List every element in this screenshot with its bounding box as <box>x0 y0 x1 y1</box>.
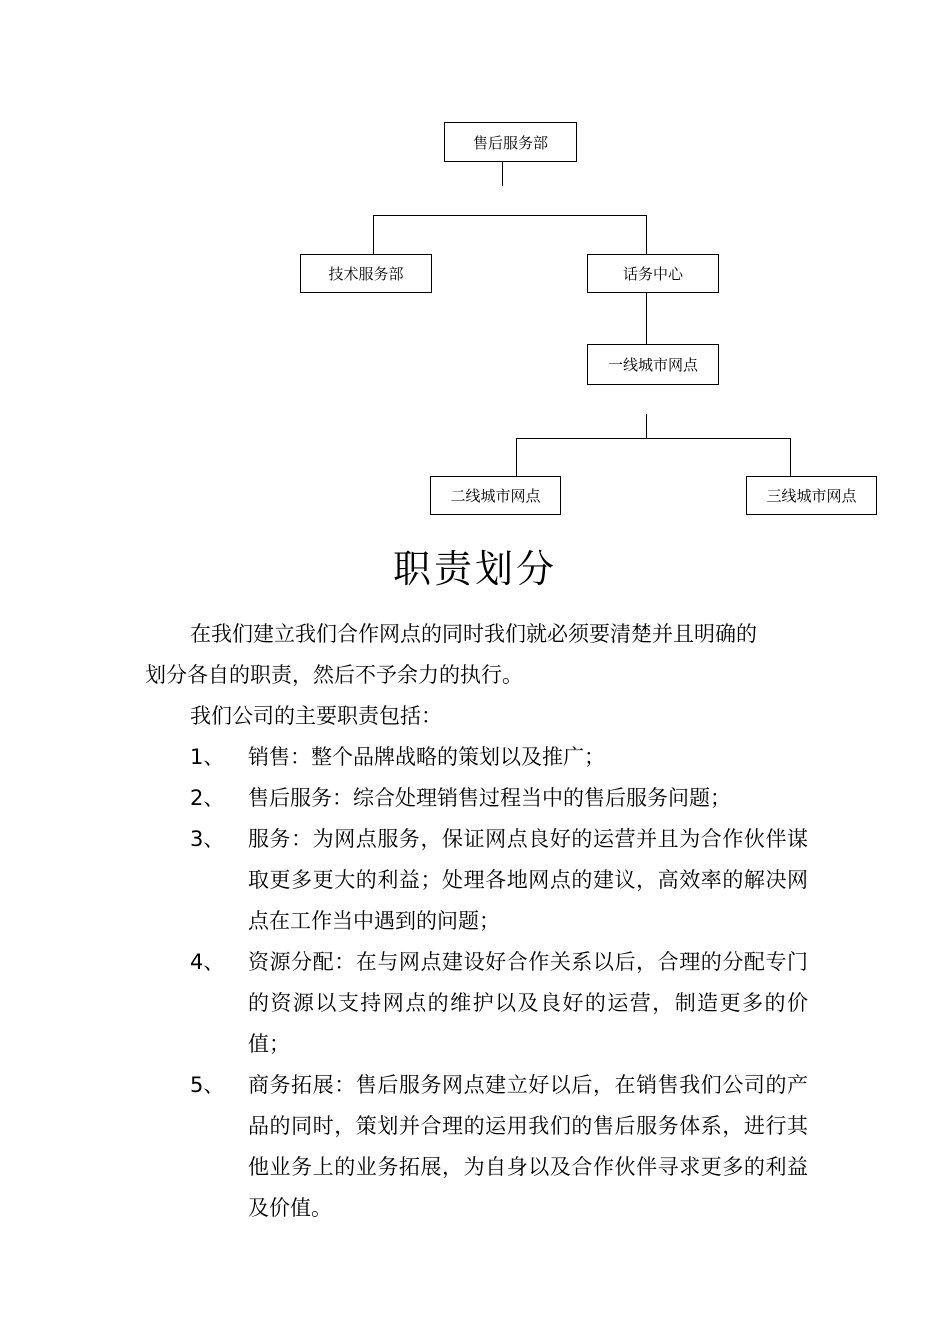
node-after-sales-dept: 售后服务部 <box>444 122 577 162</box>
lead-text: 我们公司的主要职责包括： <box>190 704 442 728</box>
org-chart <box>0 0 950 530</box>
connector-line <box>516 438 791 439</box>
connector-line <box>373 215 374 254</box>
connector-line <box>646 292 647 344</box>
intro-line-1: 在我们建立我们合作网点的同时我们就必须要清楚并且明确的 <box>190 622 757 646</box>
connector-line <box>790 438 791 476</box>
list-item-text: 销售：整个品牌战略的策划以及推广； <box>248 745 605 769</box>
item-number: 4、 <box>190 950 225 974</box>
item-number: 3、 <box>190 827 225 851</box>
list-item-text: 资源分配：在与网点建设好合作关系以后，合理的分配专门的资源以支持网点的维护以及良好的运营，制造更多的价值； <box>248 950 808 1056</box>
node-tech-service-dept: 技术服务部 <box>300 254 432 293</box>
connector-line <box>502 162 503 186</box>
connector-line <box>516 438 517 476</box>
node-tier2-outlets: 二线城市网点 <box>430 476 561 515</box>
section-title: 职责划分 <box>392 547 557 591</box>
list-item-text: 商务拓展：售后服务网点建立好以后，在销售我们公司的产品的同时，策划并合理的运用我们的售后服务体系，进行其他业务上的业务拓展，为自身以及合作伙伴寻求更多的利益及价值。 <box>248 1073 808 1220</box>
item-number: 2、 <box>190 786 225 810</box>
list-item-text: 售后服务：综合处理销售过程当中的售后服务问题； <box>248 786 731 810</box>
connector-line <box>646 215 647 254</box>
item-number: 5、 <box>190 1073 225 1097</box>
connector-line <box>373 215 647 216</box>
list-item-text: 服务：为网点服务，保证网点良好的运营并且为合作伙伴谋取更多更大的利益；处理各地网点的建议，高效率的解决网点在工作当中遇到的问题； <box>248 827 808 933</box>
node-tier3-outlets: 三线城市网点 <box>746 476 877 515</box>
item-number: 1、 <box>190 745 225 769</box>
intro-line-2: 划分各自的职责，然后不予余力的执行。 <box>145 663 523 687</box>
node-tier1-outlets: 一线城市网点 <box>587 344 719 385</box>
connector-line <box>646 414 647 439</box>
node-call-center: 话务中心 <box>587 254 719 293</box>
